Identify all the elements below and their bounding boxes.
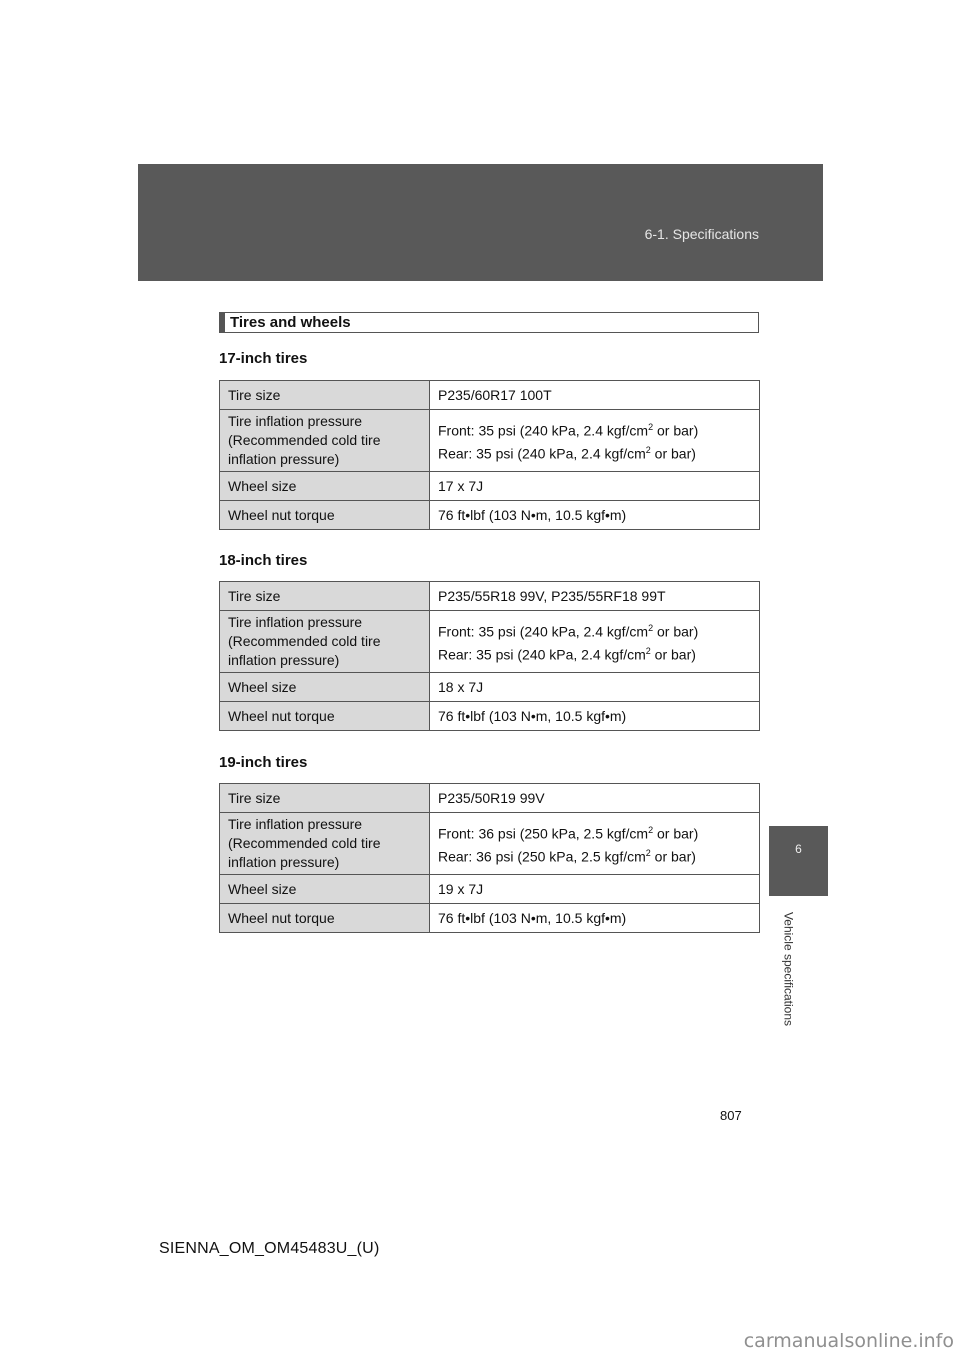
rear-pressure-unit: or bar) <box>650 646 696 663</box>
rear-pressure <box>438 642 751 665</box>
label-line: inflation pressure) <box>228 854 340 870</box>
table-row <box>220 702 760 731</box>
rear-pressure-unit: or bar) <box>650 445 696 462</box>
table-row <box>220 501 760 530</box>
table-row <box>220 582 760 611</box>
chapter-number: 6 <box>795 842 802 856</box>
table-row <box>220 784 760 813</box>
row-value: P235/55R18 99V, P235/55RF18 99T <box>430 582 760 611</box>
row-value <box>430 611 760 673</box>
label-line: inflation pressure) <box>228 451 340 467</box>
front-pressure-unit: or bar) <box>653 422 699 439</box>
document-code: SIENNA_OM_OM45483U_(U) <box>159 1240 380 1257</box>
chapter-label-text: Vehicle specifications <box>781 911 796 1027</box>
rear-pressure-text: Rear: 35 psi (240 kPa, 2.4 kgf/cm <box>438 646 646 663</box>
superscript: 2 <box>645 444 651 455</box>
spec-table-17-inch <box>219 380 760 530</box>
row-value: P235/50R19 99V <box>430 784 760 813</box>
subheading-17-inch: 17-inch tires <box>219 350 308 367</box>
row-value: 17 x 7J <box>430 472 760 501</box>
superscript: 2 <box>645 847 651 858</box>
rear-pressure-unit: or bar) <box>650 848 696 865</box>
section-header <box>219 312 759 333</box>
label-line: (Recommended cold tire <box>228 633 381 649</box>
superscript: 2 <box>648 622 654 633</box>
label-line: (Recommended cold tire <box>228 432 381 448</box>
row-label: Wheel nut torque <box>220 501 430 530</box>
front-pressure-text: Front: 35 psi (240 kPa, 2.4 kgf/cm <box>438 623 649 640</box>
row-label: Wheel nut torque <box>220 904 430 933</box>
table-row <box>220 410 760 472</box>
spec-table-18-inch <box>219 581 760 731</box>
front-pressure-unit: or bar) <box>653 825 699 842</box>
row-value: 18 x 7J <box>430 673 760 702</box>
table-row <box>220 813 760 875</box>
front-pressure <box>438 619 751 642</box>
table-row <box>220 904 760 933</box>
table-row <box>220 472 760 501</box>
row-label: Tire size <box>220 381 430 410</box>
row-label <box>220 410 430 472</box>
spec-table-19-inch <box>219 783 760 933</box>
table-row <box>220 875 760 904</box>
page-header-band <box>138 164 823 281</box>
header-section-title: 6-1. Specifications <box>644 226 759 242</box>
front-pressure-text: Front: 35 psi (240 kPa, 2.4 kgf/cm <box>438 422 649 439</box>
subheading-19-inch: 19-inch tires <box>219 754 308 771</box>
subheading-18-inch: 18-inch tires <box>219 552 308 569</box>
section-title: Tires and wheels <box>230 314 351 331</box>
row-value <box>430 410 760 472</box>
page-number: 807 <box>720 1108 742 1123</box>
row-value: 19 x 7J <box>430 875 760 904</box>
row-label: Tire size <box>220 784 430 813</box>
front-pressure-text: Front: 36 psi (250 kPa, 2.5 kgf/cm <box>438 825 649 842</box>
chapter-tab <box>769 826 828 896</box>
watermark: carmanualsonline.info <box>743 1330 954 1352</box>
label-line: (Recommended cold tire <box>228 835 381 851</box>
row-value: 76 ft•lbf (103 N•m, 10.5 kgf•m) <box>430 702 760 731</box>
row-value: P235/60R17 100T <box>430 381 760 410</box>
row-label: Tire size <box>220 582 430 611</box>
table-row <box>220 673 760 702</box>
row-label: Wheel nut torque <box>220 702 430 731</box>
row-label: Wheel size <box>220 472 430 501</box>
rear-pressure-text: Rear: 36 psi (250 kPa, 2.5 kgf/cm <box>438 848 646 865</box>
rear-pressure <box>438 844 751 867</box>
row-value: 76 ft•lbf (103 N•m, 10.5 kgf•m) <box>430 501 760 530</box>
front-pressure <box>438 418 751 441</box>
table-row <box>220 611 760 673</box>
row-value <box>430 813 760 875</box>
rear-pressure <box>438 441 751 464</box>
label-line: Tire inflation pressure <box>228 614 363 630</box>
section-header-bar <box>220 313 225 332</box>
superscript: 2 <box>648 421 654 432</box>
row-label <box>220 813 430 875</box>
superscript: 2 <box>645 645 651 656</box>
row-label: Wheel size <box>220 673 430 702</box>
chapter-label <box>771 900 796 1045</box>
label-line: Tire inflation pressure <box>228 413 363 429</box>
label-line: inflation pressure) <box>228 652 340 668</box>
row-label <box>220 611 430 673</box>
row-label: Wheel size <box>220 875 430 904</box>
front-pressure-unit: or bar) <box>653 623 699 640</box>
front-pressure <box>438 821 751 844</box>
row-value: 76 ft•lbf (103 N•m, 10.5 kgf•m) <box>430 904 760 933</box>
label-line: Tire inflation pressure <box>228 816 363 832</box>
rear-pressure-text: Rear: 35 psi (240 kPa, 2.4 kgf/cm <box>438 445 646 462</box>
table-row <box>220 381 760 410</box>
superscript: 2 <box>648 824 654 835</box>
